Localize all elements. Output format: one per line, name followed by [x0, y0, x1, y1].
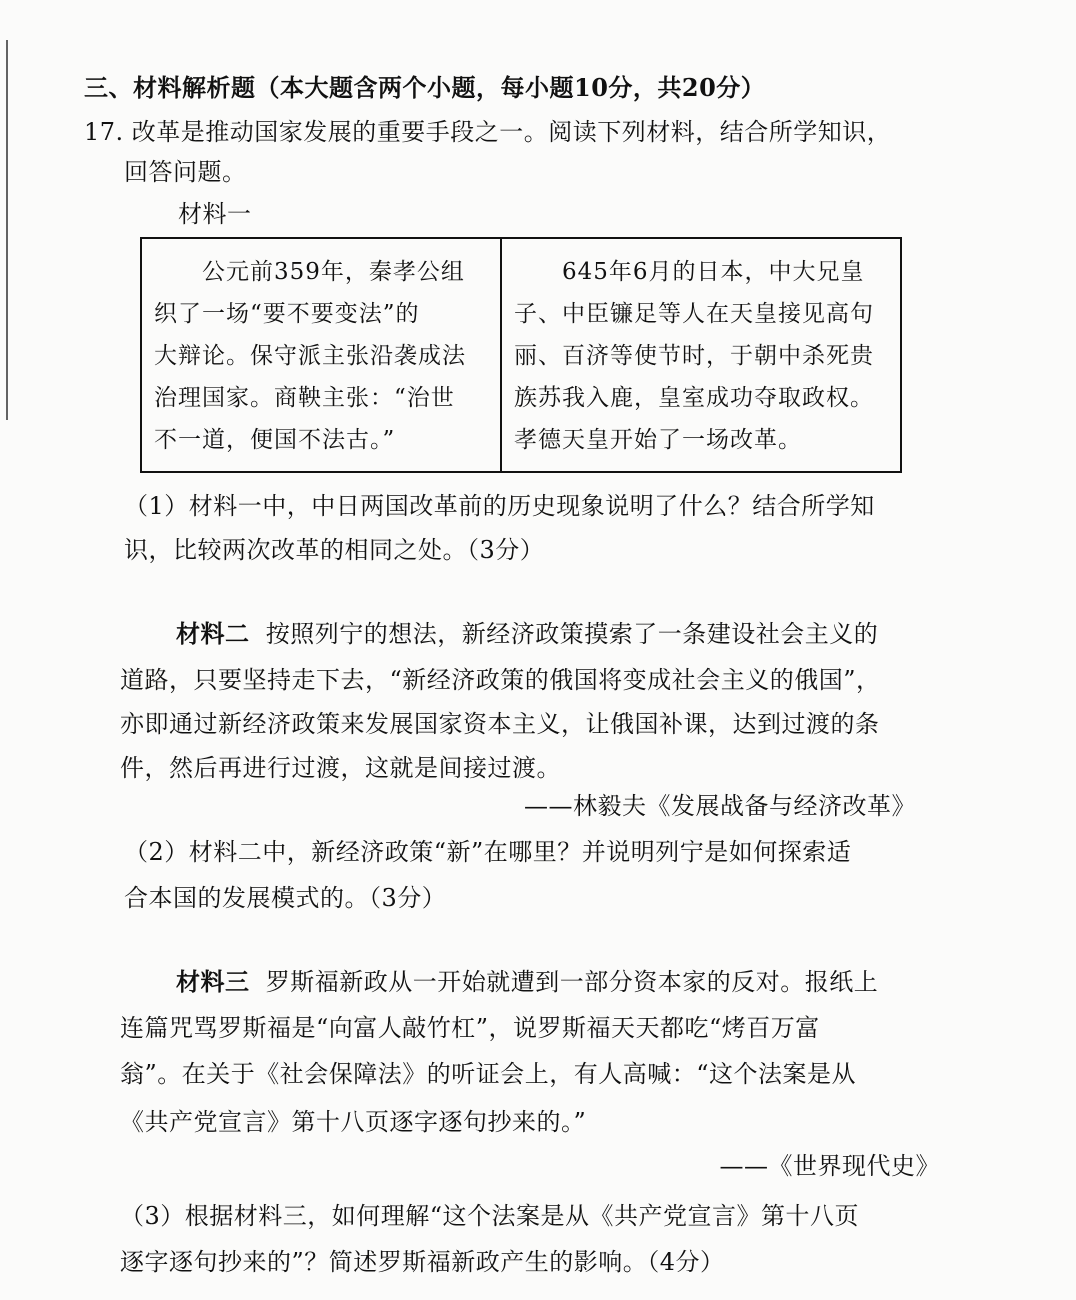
material-2-line-1: [176, 618, 878, 650]
material-1-right-line: 丽、百济等使节时，于朝中杀死贵: [514, 343, 874, 369]
material-1-left-line: 大辩论。保守派主张沿袭成法: [154, 343, 466, 369]
sub-question-1-line-2: 识，比较两次改革的相同之处。（3分）: [124, 536, 545, 564]
material-2-text: 按照列宁的想法，新经济政策摸索了一条建设社会主义的: [265, 620, 879, 648]
material-3-line-1: [176, 966, 878, 998]
material-1-right-line: 645年6月的日本，中大兄皇: [562, 259, 865, 285]
material-1-right-line: 族苏我入鹿，皇室成功夺取政权。: [514, 385, 874, 411]
material-1-right-cell: [502, 239, 900, 471]
material-1-right-line: 子、中臣镰足等人在天皇接见高句: [514, 301, 874, 327]
sub-question-3-line-1: （3）根据材料三，如何理解“这个法案是从《共产党宣言》第十八页: [120, 1202, 860, 1230]
material-3-source: ——《世界现代史》: [719, 1152, 940, 1180]
material-3-line-3: 翁”。在关于《社会保障法》的听证会上，有人高喊：“这个法案是从: [120, 1060, 857, 1088]
section-heading: 三、材料解析题（本大题含两个小题，每小题10分，共20分）: [84, 73, 766, 102]
material-1-right-line: 孝德天皇开始了一场改革。: [514, 427, 802, 453]
material-1-label: 材料一: [178, 200, 252, 228]
material-2-label: 材料二: [176, 619, 250, 648]
question-17-line-2: 回答问题。: [124, 158, 247, 186]
material-1-left-line: 不一道，便国不法古。”: [154, 427, 396, 453]
material-2-line-4: 件，然后再进行过渡，这就是间接过渡。: [120, 754, 561, 782]
material-1-left-cell: [142, 239, 502, 471]
sub-question-2-line-2: 合本国的发展模式的。（3分）: [124, 884, 447, 912]
sub-question-2-line-1: （2）材料二中，新经济政策“新”在哪里？并说明列宁是如何探索适: [124, 838, 852, 866]
sub-question-1-line-1: （1）材料一中，中日两国改革前的历史现象说明了什么？结合所学知: [124, 492, 875, 520]
material-1-table: [140, 237, 902, 473]
question-17-line-1: 17. 改革是推动国家发展的重要手段之一。阅读下列材料，结合所学知识，: [84, 118, 892, 146]
material-1-left-line: 治理国家。商鞅主张：“治世: [154, 385, 455, 411]
material-2-line-2: 道路，只要坚持走下去，“新经济政策的俄国将变成社会主义的俄国”，: [120, 666, 881, 694]
material-3-line-2: 连篇咒骂罗斯福是“向富人敲竹杠”，说罗斯福天天都吃“烤百万富: [120, 1014, 820, 1042]
material-2-source: ——林毅夫《发展战备与经济改革》: [524, 792, 916, 820]
material-3-text: 罗斯福新政从一开始就遭到一部分资本家的反对。报纸上: [265, 968, 879, 996]
material-3-label: 材料三: [176, 967, 250, 996]
material-1-left-line: 织了一场“要不要变法”的: [154, 301, 420, 327]
material-2-line-3: 亦即通过新经济政策来发展国家资本主义，让俄国补课，达到过渡的条: [120, 710, 880, 738]
material-3-line-4: 《共产党宣言》第十八页逐字逐句抄来的。”: [120, 1108, 587, 1136]
material-1-left-line: 公元前359年，秦孝公组: [202, 259, 465, 285]
sub-question-3-line-2: 逐字逐句抄来的”？简述罗斯福新政产生的影响。（4分）: [120, 1248, 725, 1276]
page-edge-line: [6, 40, 8, 420]
